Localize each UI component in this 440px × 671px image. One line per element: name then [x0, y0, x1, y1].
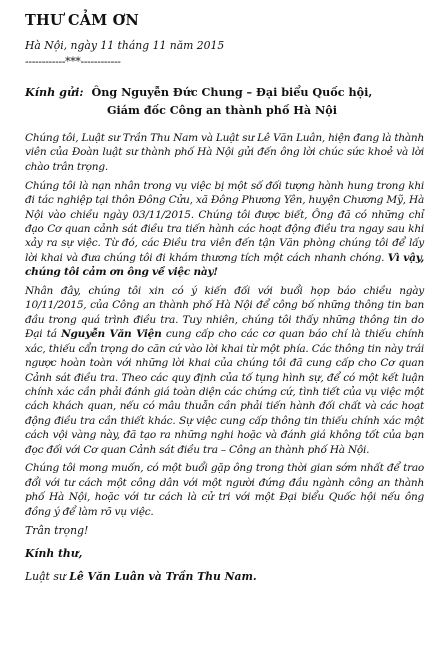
regards: Trân trọng! [25, 523, 89, 537]
letter-title: THƯ CẢM ƠN [25, 12, 139, 29]
sign-off [25, 547, 424, 561]
officer-name: Nguyễn Văn Viện [61, 328, 162, 341]
paragraph-incident-thanks: Vì vậy, chúng tôi cảm ơn ông về việc này! [25, 251, 424, 279]
paragraph-request: Chúng tôi mong muốn, có một buổi gặp ông trong thời gian sớm nhất để trao đổi với tư cách một công dân với một người đứng đầu ngành công an thành phố Hà Nội, hoặc với tư cách là cử tri với một Đại biểu Quốc hội nếu ông đồng ý để làm rõ vụ việc. [25, 462, 424, 518]
separator: ------------***------------ [25, 55, 121, 68]
salutation [25, 83, 424, 119]
signature-prefix: Luật sư [25, 570, 66, 584]
paragraph-incident [25, 179, 424, 280]
paragraph-press-text-b: cung cấp cho các cơ quan báo chí là thiếu chính xác, thiếu cẩn trọng do căn cứ vào lời khai từ một phía. Các thông tin này trái ngược hoàn toàn với những lời khai của chúng tôi đã cung cấp cho Cơ quan Cảnh sát điều tra. Theo các quy định của tố tụng hình sự, để có một kết luận chính xác cần phải đánh giá toàn diện các chứng cứ, tình tiết của vụ việc một cách khách quan, nếu có mâu thuẫn cần phải tiến hành đối chất và các hoạt động điều tra cần thiết khác. Sự việc cung cấp thông tin thiếu chính xác một cách vội vàng này, đã tạo ra những nghi hoặc và đánh giá không tốt của bạn đọc đối với Cơ quan Cảnh sát điều tra – Công an thành phố Hà Nội. [25, 328, 425, 456]
signature-names: Lê Văn Luân và Trần Thu Nam. [69, 570, 257, 584]
sign-off-text: Kính thư, [25, 546, 83, 560]
signature [25, 570, 424, 584]
paragraph-press-conference [25, 284, 424, 457]
paragraph-incident-text: Chúng tôi là nạn nhân trong vụ việc bị một số đối tượng hành hung trong khi đi tác nghiệp tại thôn Đông Cửu, xã Đông Phương Yên, huyện Chương Mỹ, Hà Nội vào chiều ngày 03/11/2015. Chúng tôi được biết, Ông đã có những chỉ đạo Cơ quan cảnh sát điều tra tiến hành các hoạt động điều tra ngay sau khi xảy ra sự việc. Từ đó, các Điều tra viên đến tận Văn phòng chúng tôi để lấy lời khai và đưa chúng tôi đi khám thương tích một cách nhanh chóng. [25, 179, 424, 264]
recipient-line-1: Ông Nguyễn Đức Chung – Đại biểu Quốc hội, [91, 85, 373, 99]
recipient-line-2: Giám đốc Công an thành phố Hà Nội [107, 103, 337, 117]
paragraph-greeting: Chúng tôi, Luật sư Trần Thu Nam và Luật sư Lê Văn Luân, hiện đang là thành viên của Đoàn luật sư thành phố Hà Nội gửi đến ông lời chúc sức khoẻ và lời chào trân trọng. [25, 132, 424, 173]
salutation-label: Kính gửi: [25, 85, 84, 99]
place-date: Hà Nội, ngày 11 tháng 11 năm 2015 [25, 39, 225, 52]
paragraph-press-text-a: Nhân đây, chúng tôi xin có ý kiến đối với buổi họp báo chiều ngày 10/11/2015, của Công an thành phố Hà Nội để công bố những thông tin ban đầu trong quá trình điều tra. Tuy nhiên, chúng tôi thấy những thông tin do Đại tá [25, 285, 424, 341]
